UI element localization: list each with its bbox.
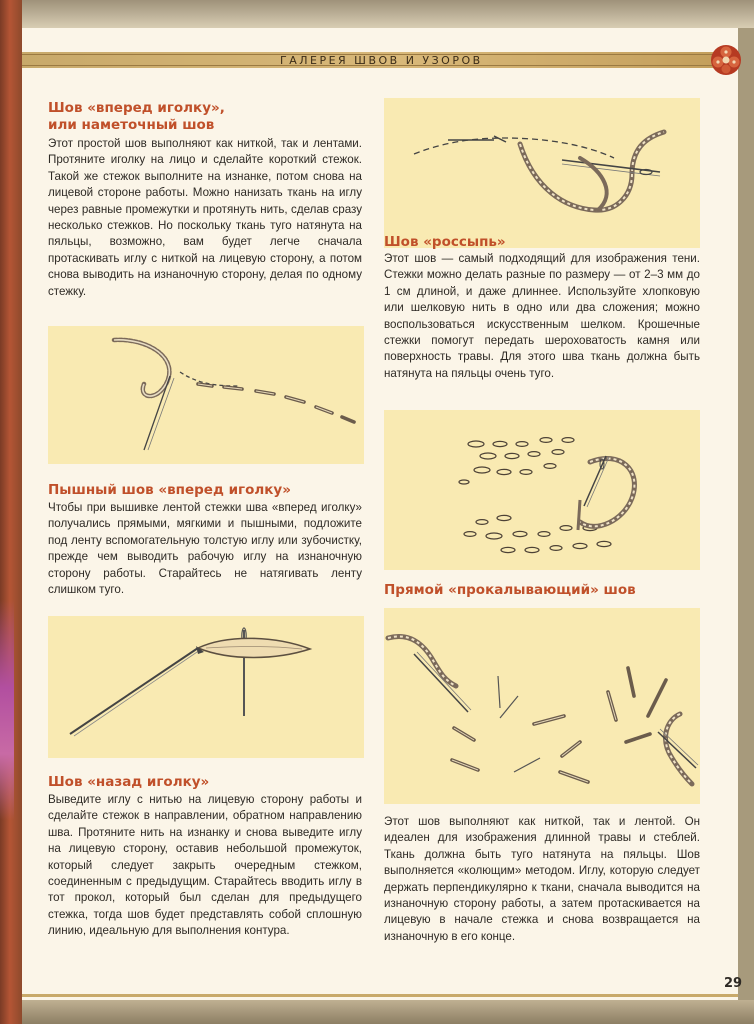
page-top-edge: [22, 0, 754, 28]
book-spine: [0, 0, 22, 1024]
fluffy-stitch-title: Пышный шов «вперед иголку»: [48, 482, 291, 498]
stab-stitch-figure: [384, 608, 700, 804]
forward-stitch-needle-figure: [384, 98, 700, 248]
seed-stitch-text: Этот шов — самый подходящий для изображения тени. Стежки можно делать разные по размеру — от 2–3 мм до 1 см длиной, и даже длиннее. Используйте хлопковую или шелковую нить в одно или два сложения; можно воспользоваться искусственным шелком. Крошечные стежки помогут передать шероховатость камня или поверхность травы. Для этого шва ткань должна быть натянута на пяльцы очень туго.: [384, 252, 700, 380]
spine-decoration: [0, 600, 14, 820]
back-stitch-title: Шов «назад иголку»: [48, 774, 210, 790]
back-stitch-text: Выведите иглу с нитью на лицевую сторону работы и сделайте стежок в направлении, обратном направлению шва. Протяните нить на изнанку и снова выведите иглу на лицевую сторону, оставив небольшой промежуток, который следует закрыть очередным стежком, соединенным с предыдущим. Старайтесь вводить иглу в тот прокол, который был сделан для предыдущего стежка, тогда шов будет представлять собой сплошную линию, идеальную для выполнения контура.: [48, 793, 362, 938]
stab-stitch-title: Прямой «прокалывающий» шов: [384, 582, 636, 598]
stab-stitch-text: Этот шов выполняют как ниткой, так и лентой. Он идеален для изображения длинной травы и стеблей. Ткань должна быть туго натянута на пяльцы. Шов выполняется «колющим» методом. Иглу, которую следует держать перпендикулярно к ткани, сначала выводится на изнаночную сторону работы, а затем протаскивается на лицевую в начале стежка и снова возвращается на изнаночную в его конце.: [384, 815, 700, 943]
book-page: [22, 28, 743, 1000]
fluffy-stitch-text: Чтобы при вышивке лентой стежки шва «вперед иголку» получались прямыми, мягкими и пышными, подложите под ленту вспомогательную толстую иглу или зубочистку, прежде чем выводить рабочую иглу на изнаночную сторону работы. Старайтесь не натягивать ленту слишком туго.: [48, 501, 362, 597]
footer-rule: [22, 994, 738, 997]
header-bar: [22, 52, 722, 68]
forward-stitch-title-1: Шов «вперед иголку»,: [48, 100, 225, 116]
forward-stitch-text: Этот простой шов выполняют как ниткой, так и лентами. Протяните иголку на лицо и сделайте короткий стежок. Такой же стежок выполните на изнанке, потом снова на лицевой стороне работы. Можно нанизать ткань на иглу через равные промежутки и протянуть нить, сделав сразу несколько стежков. Но поскольку ткань туго натянута на пяльцы, возможно, вам будет легче сначала протаскивать иглу с ниткой на лицевую сторону, а потом снова выводить на изнаночную сторону, делая по одному стежку.: [48, 137, 362, 298]
page-bottom-edge: [22, 1000, 754, 1024]
flower-ornament-icon: [708, 42, 744, 78]
seed-stitch-title: Шов «россыпь»: [384, 234, 506, 250]
forward-stitch-title-2: или наметочный шов: [48, 117, 215, 133]
forward-stitch-figure: [48, 326, 364, 464]
page-header-title: ГАЛЕРЕЯ ШВОВ И УЗОРОВ: [280, 54, 483, 67]
page-number: 29: [724, 976, 743, 991]
seed-stitch-figure: [384, 410, 700, 570]
fluffy-stitch-figure: [48, 616, 364, 758]
